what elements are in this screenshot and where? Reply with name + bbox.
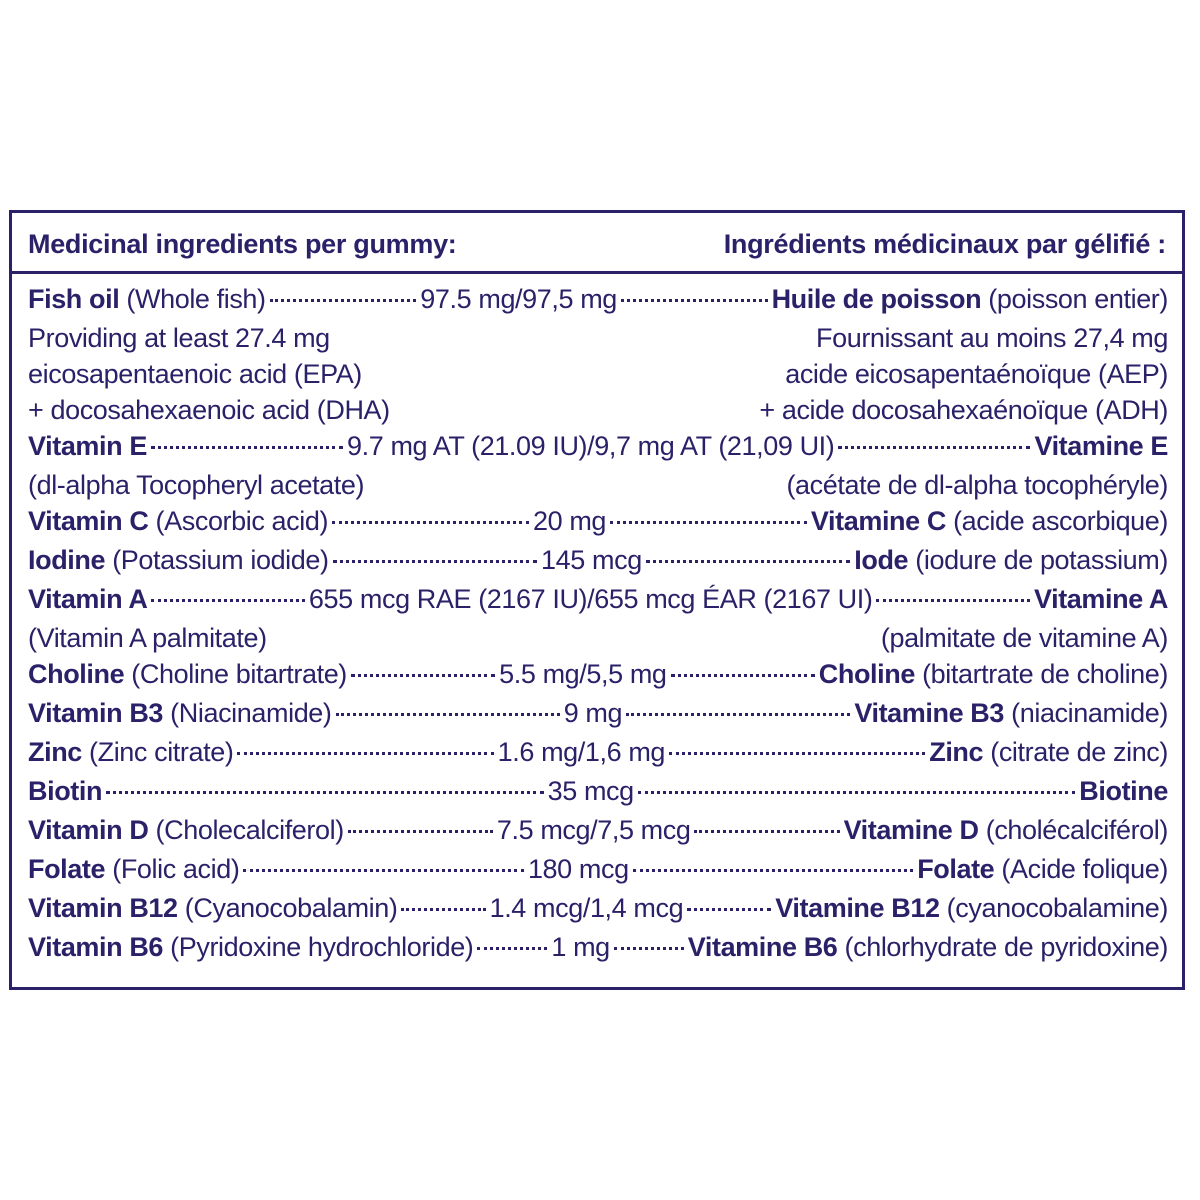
ingredient-name-fr: Vitamine C (810, 506, 946, 536)
ingredient-english (28, 503, 328, 539)
ingredient-name-en: Biotin (28, 776, 103, 806)
ingredient-detail-line (28, 356, 1168, 392)
ingredient-source-en: (Ascorbic acid) (148, 506, 329, 536)
dot-leader (477, 947, 547, 950)
ingredient-english (28, 812, 344, 848)
ingredient-english (28, 542, 329, 578)
ingredient-english (28, 734, 233, 770)
dot-leader (838, 446, 1030, 449)
ingredients-panel (9, 210, 1185, 990)
ingredient-name-en: Zinc (28, 737, 82, 767)
ingredient-english (28, 281, 266, 317)
detail-french: (acétate de dl-alpha tocophéryle) (786, 470, 1168, 500)
ingredient-english (28, 428, 147, 464)
ingredient-source-fr: (Acide folique) (994, 854, 1169, 884)
ingredient-source-fr: (poisson entier) (981, 284, 1168, 314)
detail-english: (dl-alpha Tocopheryl acetate) (28, 470, 365, 500)
dot-leader (237, 752, 493, 755)
ingredient-row (28, 929, 1168, 968)
detail-english: (Vitamin A palmitate) (28, 623, 267, 653)
ingredient-name-en: Iodine (28, 545, 106, 575)
ingredient-source-fr: (cholécalciférol) (978, 815, 1168, 845)
dot-leader (633, 869, 913, 872)
ingredient-french (1034, 581, 1168, 617)
header-english: Medicinal ingredients per gummy: (28, 228, 457, 259)
ingredient-source-fr: (niacinamide) (1004, 698, 1168, 728)
detail-french: + acide docosahexaénoïque (ADH) (759, 395, 1168, 425)
detail-english: eicosapentaenoic acid (EPA) (28, 359, 362, 389)
ingredient-row (28, 734, 1168, 773)
dot-leader (694, 830, 839, 833)
ingredient-name-fr: Vitamine B3 (854, 698, 1005, 728)
ingredient-source-en: (Cyanocobalamin) (177, 893, 398, 923)
dot-leader (151, 599, 304, 602)
ingredient-name-fr: Folate (917, 854, 995, 884)
ingredient-source-en: (Folic acid) (105, 854, 240, 884)
ingredient-name-en: Vitamin B12 (28, 893, 178, 923)
ingredient-name-en: Vitamin C (28, 506, 149, 536)
ingredient-source-fr: (chlorhydrate de pyridoxine) (837, 932, 1168, 962)
dot-leader (876, 599, 1029, 602)
ingredient-name-en: Vitamin A (28, 584, 148, 614)
ingredient-source-en: (Cholecalciferol) (148, 815, 344, 845)
ingredient-amount: 655 mcg RAE (2167 IU)/655 mcg ÉAR (2167 UI) (308, 584, 873, 614)
ingredient-french (1079, 773, 1168, 809)
ingredient-row (28, 542, 1168, 581)
ingredient-row (28, 773, 1168, 812)
ingredient-amount: 5.5 mg/5,5 mg (499, 659, 667, 689)
ingredient-source-fr: (iodure de potassium) (908, 545, 1168, 575)
header-french: Ingrédients médicinaux par gélifié : (723, 228, 1166, 259)
ingredient-english (28, 656, 347, 692)
ingredient-amount: 20 mg (532, 506, 607, 536)
dot-leader (243, 869, 523, 872)
ingredient-name-fr: Vitamine B12 (775, 893, 940, 923)
dot-leader (646, 560, 850, 563)
ingredient-amount: 9.7 mg AT (21.09 IU)/9,7 mg AT (21,09 UI) (347, 431, 835, 461)
ingredient-name-en: Vitamin B3 (28, 698, 164, 728)
dot-leader (333, 560, 537, 563)
ingredient-english (28, 890, 397, 926)
ingredient-amount: 1.6 mg/1,6 mg (497, 737, 666, 767)
ingredient-detail-line (28, 467, 1168, 503)
ingredient-french (811, 503, 1168, 539)
ingredient-row (28, 851, 1168, 890)
dot-leader (106, 791, 544, 794)
ingredient-name-en: Choline (28, 659, 125, 689)
ingredient-french (688, 929, 1168, 965)
dot-leader (638, 791, 1076, 794)
dot-leader (621, 299, 768, 302)
detail-english: + docosahexaenoic acid (DHA) (28, 395, 390, 425)
dot-leader (151, 446, 343, 449)
ingredient-name-fr: Vitamine B6 (687, 932, 838, 962)
ingredient-detail-line (28, 320, 1168, 356)
ingredient-source-en: (Zinc citrate) (81, 737, 234, 767)
dot-leader (671, 674, 815, 677)
ingredient-name-en: Vitamin E (28, 431, 147, 461)
dot-leader (348, 830, 493, 833)
ingredient-french (929, 734, 1168, 770)
ingredient-name-fr: Vitamine E (1034, 431, 1169, 461)
ingredient-amount: 1.4 mcg/1,4 mcg (489, 893, 684, 923)
header-divider (12, 271, 1182, 274)
ingredient-source-en: (Whole fish) (119, 284, 266, 314)
dot-leader (614, 947, 684, 950)
dot-leader (610, 521, 807, 524)
ingredient-detail-line (28, 392, 1168, 428)
ingredient-name-fr: Vitamine D (843, 815, 979, 845)
dot-leader (332, 521, 529, 524)
detail-english: Providing at least 27.4 mg (28, 323, 330, 353)
dot-leader (336, 713, 560, 716)
ingredient-french (1034, 428, 1168, 464)
ingredient-name-fr: Iode (854, 545, 909, 575)
dot-leader (687, 908, 771, 911)
ingredient-row (28, 281, 1168, 320)
ingredient-french (772, 281, 1168, 317)
ingredient-row (28, 812, 1168, 851)
panel-header (12, 213, 1182, 271)
ingredient-french (819, 656, 1168, 692)
ingredient-english (28, 581, 147, 617)
ingredient-english (28, 695, 332, 731)
ingredient-english (28, 773, 102, 809)
ingredient-row (28, 695, 1168, 734)
ingredient-row (28, 890, 1168, 929)
ingredient-name-fr: Choline (818, 659, 915, 689)
ingredient-name-en: Folate (28, 854, 106, 884)
ingredient-name-fr: Zinc (929, 737, 984, 767)
ingredient-amount: 97.5 mg/97,5 mg (420, 284, 617, 314)
ingredient-source-en: (Potassium iodide) (105, 545, 329, 575)
ingredient-french (844, 812, 1168, 848)
ingredient-source-en: (Pyridoxine hydrochloride) (163, 932, 474, 962)
dot-leader (401, 908, 485, 911)
ingredient-french (854, 542, 1168, 578)
detail-french: Fournissant au moins 27,4 mg (816, 323, 1168, 353)
ingredient-amount: 35 mcg (547, 776, 634, 806)
ingredient-french (854, 695, 1168, 731)
ingredient-row (28, 503, 1168, 542)
ingredient-french (775, 890, 1168, 926)
dot-leader (626, 713, 850, 716)
dot-leader (669, 752, 925, 755)
dot-leader (270, 299, 417, 302)
ingredient-french (917, 851, 1168, 887)
ingredient-detail-line (28, 620, 1168, 656)
detail-french: (palmitate de vitamine A) (880, 623, 1168, 653)
ingredient-row (28, 428, 1168, 467)
ingredient-name-fr: Biotine (1079, 776, 1168, 806)
ingredient-row (28, 656, 1168, 695)
ingredient-row (28, 581, 1168, 620)
ingredient-source-en: (Choline bitartrate) (124, 659, 347, 689)
ingredient-source-en: (Niacinamide) (163, 698, 332, 728)
ingredient-amount: 9 mg (563, 698, 623, 728)
ingredient-amount: 180 mcg (527, 854, 629, 884)
ingredient-amount: 145 mcg (541, 545, 642, 575)
detail-french: acide eicosapentaénoïque (AEP) (785, 359, 1168, 389)
ingredient-list (28, 281, 1168, 968)
ingredient-name-fr: Huile de poisson (771, 284, 982, 314)
ingredient-english (28, 929, 473, 965)
ingredient-amount: 1 mg (551, 932, 610, 962)
ingredient-source-fr: (cyanocobalamine) (939, 893, 1168, 923)
ingredient-source-fr: (citrate de zinc) (983, 737, 1168, 767)
dot-leader (351, 674, 495, 677)
ingredient-name-fr: Vitamine A (1033, 584, 1169, 614)
ingredient-source-fr: (bitartrate de choline) (914, 659, 1168, 689)
ingredient-name-en: Vitamin D (28, 815, 149, 845)
ingredient-name-en: Fish oil (28, 284, 120, 314)
ingredient-name-en: Vitamin B6 (28, 932, 164, 962)
ingredient-source-fr: (acide ascorbique) (945, 506, 1169, 536)
ingredient-english (28, 851, 239, 887)
ingredient-amount: 7.5 mcg/7,5 mcg (496, 815, 691, 845)
